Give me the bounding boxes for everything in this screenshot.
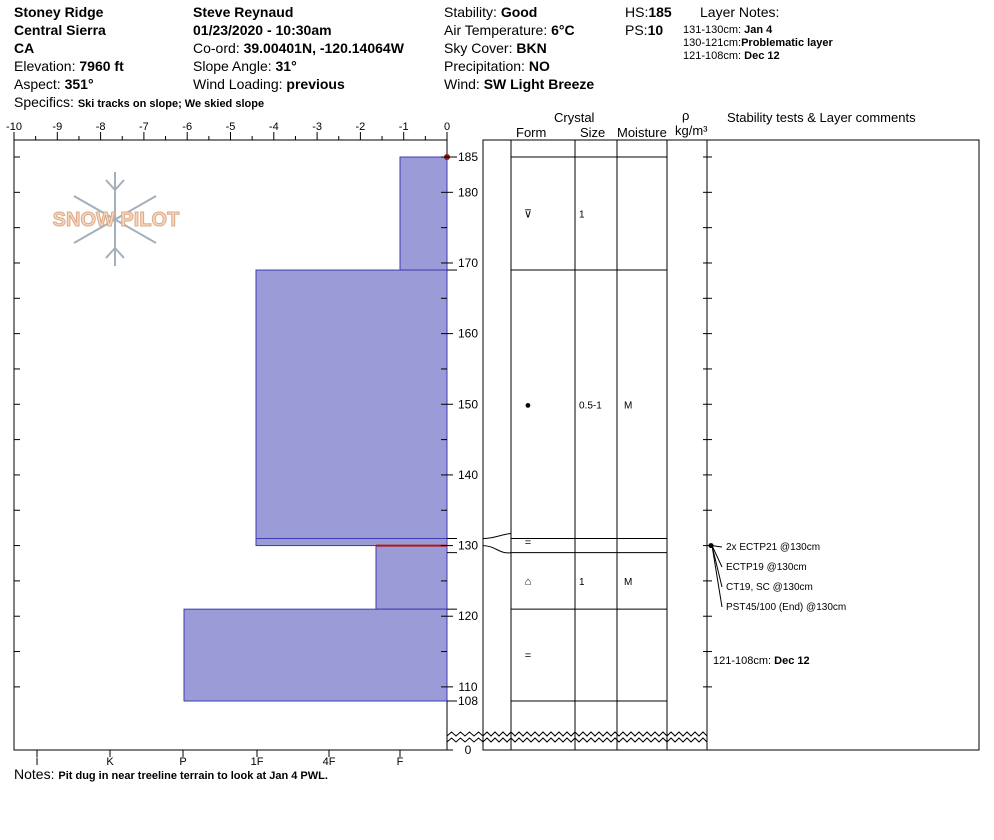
depth-break-mark xyxy=(483,732,707,736)
layer-connector xyxy=(483,546,511,553)
depth-tick-label: 108 xyxy=(457,694,479,708)
temp-tick-label: -6 xyxy=(182,121,193,133)
state-label: CA xyxy=(14,40,35,56)
coordinates-row: Co-ord: 39.00401N, -120.14064W xyxy=(193,40,404,56)
layer-connector xyxy=(483,534,511,539)
hardness-bar-4 xyxy=(376,546,447,610)
mountain-range: Central Sierra xyxy=(14,22,106,38)
stability-test-1: 2x ECTP21 @130cm xyxy=(726,542,821,553)
depth-tick-label: 150 xyxy=(457,397,479,412)
form-header: Form xyxy=(516,125,547,140)
crystal-size-2: 0.5-1 xyxy=(579,400,602,412)
depth-tick-label: 0 xyxy=(464,743,472,757)
elevation-row: Elevation: 7960 ft xyxy=(14,58,124,74)
stability-row: Stability: Good xyxy=(444,4,538,20)
depth-tick-label: 110 xyxy=(458,679,478,694)
temp-tick-label: -2 xyxy=(355,121,366,133)
aspect-row: Aspect: 351° xyxy=(14,76,94,92)
depth-break-mark xyxy=(483,738,707,742)
hardness-tick-label: I xyxy=(35,756,39,768)
crystal-form-5: = xyxy=(524,650,532,663)
hardness-bar-2 xyxy=(256,270,447,538)
hardness-tick-label: K xyxy=(106,756,114,768)
hs-row: HS:185 xyxy=(625,4,672,20)
depth-tick-label: 120 xyxy=(457,609,479,624)
layer-note-2: 130-121cm:Problematic layer xyxy=(683,37,833,49)
sky-cover-row: Sky Cover: BKN xyxy=(444,40,547,56)
hardness-bar-3 xyxy=(256,539,447,546)
depth-break-mark xyxy=(447,738,483,742)
ps-row: PS:10 xyxy=(625,22,664,38)
depth-tick-label: 130 xyxy=(457,538,479,553)
temp-tick-label: -9 xyxy=(52,121,63,133)
location-name: Stoney Ridge xyxy=(14,4,104,20)
crystal-header: Crystal xyxy=(554,110,595,125)
layer-comment: 121-108cm: Dec 12 xyxy=(713,655,810,667)
layer-note-1: 131-130cm: Jan 4 xyxy=(683,24,773,36)
temp-tick-label: 0 xyxy=(443,121,451,133)
comments-header: Stability tests & Layer comments xyxy=(727,110,916,125)
crystal-size-1: 1 xyxy=(579,209,585,221)
crystal-moisture-2: M xyxy=(624,400,633,412)
depth-break-mark xyxy=(447,732,483,736)
depth-tick-label: 185 xyxy=(457,150,479,164)
slope-angle-row: Slope Angle: 31° xyxy=(193,58,297,74)
temp-tick-label: -8 xyxy=(95,121,106,133)
specifics-row: Specifics: Ski tracks on slope; We skied slope xyxy=(14,94,265,110)
stability-test-4: PST45/100 (End) @130cm xyxy=(726,602,847,613)
wind-row: Wind: SW Light Breeze xyxy=(444,76,595,92)
crystal-form-1: ⊽ xyxy=(523,208,533,221)
hardness-bar-1 xyxy=(400,157,447,270)
depth-tick-label: 170 xyxy=(457,255,479,270)
depth-tick-label: 180 xyxy=(457,185,479,200)
depth-tick-label: 160 xyxy=(457,326,479,341)
layer-notes-title: Layer Notes: xyxy=(700,4,780,20)
depth-tick-label: 140 xyxy=(457,467,479,482)
snowpilot-logo xyxy=(53,172,180,266)
hardness-tick-label: 1F xyxy=(250,756,264,768)
logo-text: SNOW PILOT xyxy=(52,209,180,231)
observer-name: Steve Reynaud xyxy=(193,4,294,20)
hardness-tick-label: P xyxy=(179,756,187,768)
stability-test-arrow-1 xyxy=(712,546,722,547)
moisture-header: Moisture xyxy=(617,125,667,140)
temp-tick-label: -10 xyxy=(6,121,22,133)
stability-test-marker xyxy=(709,543,714,548)
temp-tick-label: -5 xyxy=(225,121,236,133)
crystal-size-4: 1 xyxy=(579,576,585,588)
density-symbol: ρ xyxy=(682,108,690,123)
observation-datetime: 01/23/2020 - 10:30am xyxy=(193,22,332,38)
stability-test-arrow-4 xyxy=(712,546,722,607)
notes-row: Notes: Pit dug in near treeline terrain to look at Jan 4 PWL. xyxy=(14,766,328,782)
hardness-tick-label: 4F xyxy=(322,756,336,768)
temp-tick-label: -7 xyxy=(139,121,149,133)
crystal-moisture-4: M xyxy=(624,576,633,588)
wind-loading-row: Wind Loading: previous xyxy=(193,76,345,92)
temp-tick-label: -4 xyxy=(268,121,279,133)
temp-tick-label: -1 xyxy=(398,121,409,133)
stability-test-3: CT19, SC @130cm xyxy=(726,582,813,593)
crystal-form-3: = xyxy=(524,537,532,550)
crystal-form-2: ● xyxy=(524,399,532,412)
air-temperature-row: Air Temperature: 6°C xyxy=(444,22,575,38)
stability-test-2: ECTP19 @130cm xyxy=(726,562,807,573)
precipitation-row: Precipitation: NO xyxy=(444,58,550,74)
layer-note-3: 121-108cm: Dec 12 xyxy=(683,50,780,62)
size-header: Size xyxy=(580,125,606,140)
density-unit: kg/m³ xyxy=(675,123,708,138)
temp-tick-label: -3 xyxy=(312,121,322,133)
crystal-form-4: ⌂ xyxy=(524,575,532,588)
hardness-tick-label: F xyxy=(396,756,404,768)
hardness-bar-5 xyxy=(184,609,447,701)
